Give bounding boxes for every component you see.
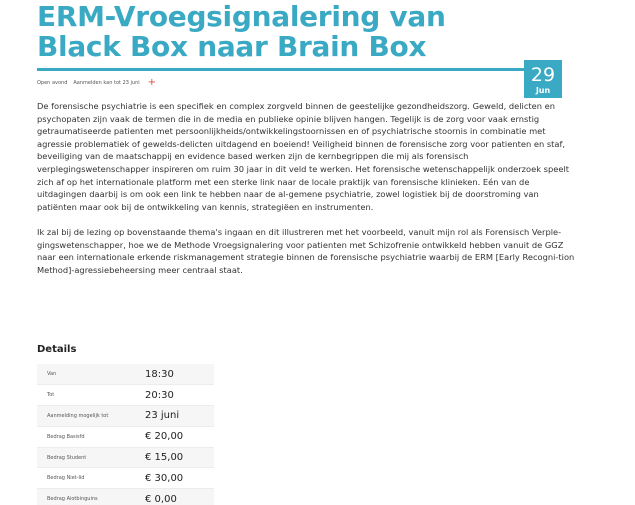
- event-meta: [37, 79, 156, 87]
- detail-value: 18:30: [143, 364, 214, 385]
- detail-value: € 15,00: [143, 447, 214, 468]
- date-badge: [524, 60, 562, 98]
- article-paragraph: Ik zal bij de lezing op bovenstaande thema's ingaan en dit illustreren met het voorbeeld, vanuit mijn rol als Forensisch Verple-gingswetenschapper, hoe we de Methode Vroegsignalering voor patienten met Schizofrenie ontwikkeld hebben vanuit de GGZ naar een internationale erkende riskmanagement strategie binnen de forensische psychiatrie waarbij de ERM [Early Recogni-tion Method]-agressiebeheersing meer centraal staat.: [37, 226, 575, 275]
- detail-value: € 30,00: [143, 468, 214, 489]
- article-paragraph: De forensische psychiatrie is een specifiek en complex zorgveld binnen de geestelijke gezondheidszorg. Geweld, delicten en psychopaten zijn vaak de termen die in de media en publieke opinie blijven hangen. Tegelijk is de zorg voor vaak ernstig getraumatiseerde patienten met persoonlijkheids/ontwikkelingstoornissen en of psychiatrische stoornis in combinatie met agressie problematiek of gewelds-delicten uitdagend en boeiend! Veiligheid binnen de forensische zorg voor patienten en staf, beveiliging van de maatschappij en evidence based werken zijn de kernbegrippen die mij als forensisch verplegingswetenschapper inspireren om ruim 30 jaar in dit veld te werken. Het forensische wetenschappelijk onderzoek speelt zich af op het internationale platform met een sterke link naar de locale praktijk van forensische klinieken. Eén van de uitdagingen daarbij is om ook een link te hebben naar de al-gemene psychiatrie, zowel logistiek bij de doorstroming van patiënten maar ook bij de ontwikkeling van kennis, strategiëen en instrumenten.: [37, 101, 570, 212]
- event-status: Open avond: [37, 80, 68, 86]
- detail-label: Bedrag Niet-lid: [37, 468, 143, 489]
- article-title: ERM-Vroegsignalering van Black Box naar Brain Box: [37, 0, 446, 63]
- detail-label: Bedrag Aiotbinguins: [37, 489, 143, 505]
- detail-value: € 0,00: [143, 489, 214, 505]
- table-row: [37, 385, 214, 406]
- details-table: [37, 364, 214, 505]
- detail-label: Bedrag Student: [37, 447, 143, 468]
- detail-value: € 20,00: [143, 426, 214, 447]
- registration-deadline: Aanmelden kan tot 23 juni: [73, 80, 140, 86]
- detail-label: Tot: [37, 385, 143, 406]
- table-row: [37, 489, 214, 505]
- date-day: 29: [530, 64, 556, 86]
- detail-label: Aanmelding mogelijk tot: [37, 406, 143, 427]
- detail-value: 20:30: [143, 385, 214, 406]
- table-row: [37, 364, 214, 385]
- detail-label: Bedrag Basisfd: [37, 426, 143, 447]
- table-row: [37, 468, 214, 489]
- table-row: [37, 426, 214, 447]
- detail-label: Van: [37, 364, 143, 385]
- plus-icon[interactable]: +: [147, 77, 157, 88]
- detail-value: 23 juni: [143, 406, 214, 427]
- details-heading: Details: [37, 344, 77, 355]
- article-body: [37, 100, 577, 289]
- table-row: [37, 447, 214, 468]
- table-row: [37, 406, 214, 427]
- date-month: Jun: [535, 86, 551, 95]
- title-divider: [37, 68, 561, 71]
